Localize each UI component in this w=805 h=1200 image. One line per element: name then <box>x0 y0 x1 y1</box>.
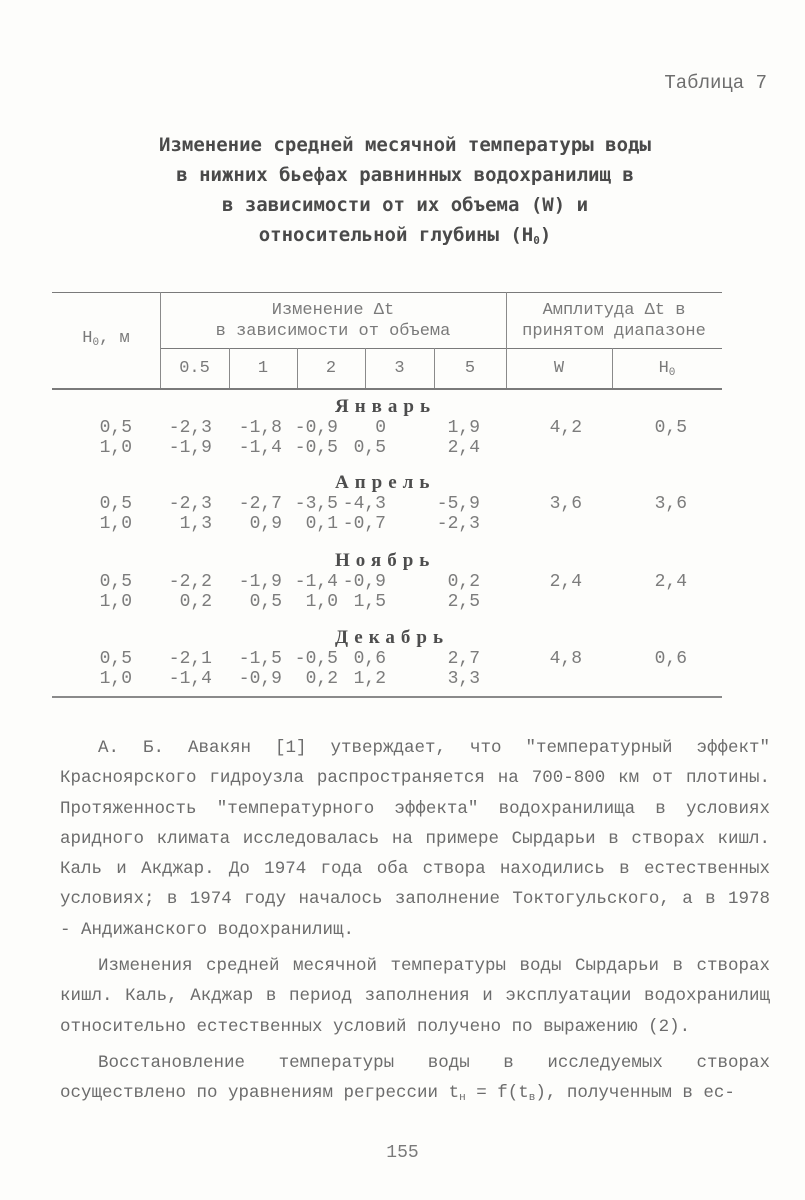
title-line <box>100 220 710 256</box>
cell-value: 0,2 <box>179 592 212 612</box>
cell-value: -0,5 <box>294 438 338 458</box>
header-bottom-rule <box>52 388 722 390</box>
cell-value: -1,9 <box>168 438 212 458</box>
table-row <box>0 418 805 438</box>
cell-value: -0,7 <box>342 514 386 534</box>
cell-value: -2,3 <box>436 514 480 534</box>
header-vol-col: 2 <box>325 359 337 378</box>
cell-value: 1,0 <box>305 592 338 612</box>
subscript: в <box>528 1092 536 1105</box>
header-vol-col: 1 <box>257 359 269 378</box>
header-vol-col: 3 <box>394 359 405 378</box>
paragraph-text: Восстановление температуры воды в исследуемых створах осуществлено по уравнениям регрессии t <box>60 1052 770 1104</box>
table-row <box>0 669 805 689</box>
header-change <box>160 300 506 342</box>
h0-label: H <box>82 329 93 348</box>
table-row <box>0 592 805 612</box>
cell-h0: 1,0 <box>99 514 132 534</box>
cell-amp-h0: 3,6 <box>654 494 687 514</box>
cell-amp-h0: 0,5 <box>654 418 687 438</box>
title-subscript: 0 <box>533 234 540 247</box>
cell-value: -1,4 <box>238 438 282 458</box>
header-top-rule <box>52 292 722 293</box>
change-line2: в зависимости от объема <box>215 322 451 341</box>
month-heading: Январь <box>335 396 437 417</box>
cell-value: -1,4 <box>294 572 338 592</box>
cell-value: 0,5 <box>249 592 282 612</box>
cell-value: 0,5 <box>353 438 386 458</box>
cell-amp-h0: 0,6 <box>654 649 687 669</box>
cell-value: -2,1 <box>168 649 212 669</box>
header-mid-rule <box>160 348 722 349</box>
amp-line1: Амплитуда Δt в <box>542 301 686 320</box>
cell-h0: 0,5 <box>99 572 132 592</box>
cell-amp-w: 2,4 <box>549 572 582 592</box>
cell-value: 0,2 <box>305 669 338 689</box>
paragraph-text: ), полученным в ес- <box>535 1083 735 1104</box>
header-amp-h0 <box>612 358 722 384</box>
month-heading: Ноябрь <box>335 550 436 571</box>
cell-value: 0,6 <box>353 649 386 669</box>
title-line: в зависимости от их объема (W) и <box>221 194 589 216</box>
cell-value: 1,3 <box>179 514 212 534</box>
cell-h0: 0,5 <box>99 649 132 669</box>
cell-value: -1,9 <box>238 572 282 592</box>
title-line: Изменение средней месячной температуры воды <box>159 134 651 156</box>
cell-amp-w: 3,6 <box>549 494 582 514</box>
table-row <box>0 438 805 458</box>
month-heading: Апрель <box>335 472 436 493</box>
table-title <box>100 130 710 256</box>
cell-value: 1,9 <box>447 418 480 438</box>
table-header <box>52 290 722 390</box>
paragraph: А. Б. Авакян [1] утверждает, что "температурный эффект" Красноярского гидроузла распространяется на 700-800 км от плотины. Протяженность "температурного эффекта" водохранилища в условиях аридного климата исследовалась на примере Сырдарьи в створах кишл. Каль и Акджар. До 1974 года оба створа находились в естественных условиях; в 1974 году началось заполнение Токтогульского, а в 1978 - Андижанского водохранилищ. <box>60 738 770 940</box>
header-h0 <box>52 328 160 354</box>
month-heading: Декабрь <box>335 627 450 648</box>
cell-value: -3,5 <box>294 494 338 514</box>
title-line: в нижних бьефах равнинных водохранилищ в <box>176 164 634 186</box>
amp-h0-subscript: 0 <box>668 367 676 379</box>
paragraph <box>60 1048 770 1114</box>
table-row <box>0 572 805 592</box>
cell-value: 2,4 <box>447 438 480 458</box>
cell-value: -1,5 <box>238 649 282 669</box>
cell-value: -2,3 <box>168 494 212 514</box>
page-number: 155 <box>386 1143 419 1163</box>
cell-value: -2,3 <box>168 418 212 438</box>
cell-value: -0,9 <box>238 669 282 689</box>
paragraph: Изменения средней месячной температуры воды Сырдарьи в створах кишл. Каль, Акджар в период заполнения и эксплуатации водохранилищ относительно естественных условий получено по выражению (2). <box>60 956 770 1037</box>
subscript: н <box>459 1092 466 1105</box>
amp-line2: принятом диапазоне <box>522 322 706 341</box>
table-row <box>0 649 805 669</box>
cell-value: -2,2 <box>168 572 212 592</box>
table-row <box>0 514 805 534</box>
cell-amp-w: 4,2 <box>549 418 582 438</box>
cell-value: 1,5 <box>353 592 386 612</box>
header-vol-col: 0.5 <box>179 359 210 378</box>
amp-h0-label: H <box>658 359 669 378</box>
h0-subscript: 0 <box>92 337 100 349</box>
cell-value: 3,3 <box>447 669 480 689</box>
cell-value: -2,7 <box>238 494 282 514</box>
title-text-end: ) <box>539 224 552 246</box>
header-amp-w: W <box>553 359 565 378</box>
cell-h0: 0,5 <box>99 418 132 438</box>
paragraph-text: = f(t <box>465 1083 529 1104</box>
cell-value: -1,8 <box>238 418 282 438</box>
cell-h0: 1,0 <box>99 438 132 458</box>
cell-amp-h0: 2,4 <box>654 572 687 592</box>
table-number-label: Таблица 7 <box>664 72 767 94</box>
cell-value: -0,9 <box>342 572 386 592</box>
cell-value: 0 <box>375 418 386 438</box>
header-vol-col: 5 <box>464 359 476 378</box>
cell-value: -5,9 <box>436 494 480 514</box>
title-text: относительной глубины (H <box>258 224 534 246</box>
cell-h0: 1,0 <box>99 592 132 612</box>
table-row <box>0 494 805 514</box>
cell-value: -0,9 <box>294 418 338 438</box>
header-amplitude <box>506 300 722 342</box>
cell-value: 0,1 <box>305 514 338 534</box>
table-bottom-rule <box>52 696 722 698</box>
cell-amp-w: 4,8 <box>549 649 582 669</box>
change-line1: Изменение Δt <box>271 301 395 320</box>
cell-value: 2,5 <box>447 592 480 612</box>
cell-value: -0,5 <box>294 649 338 669</box>
cell-h0: 1,0 <box>99 669 132 689</box>
cell-h0: 0,5 <box>99 494 132 514</box>
cell-value: -4,3 <box>342 494 386 514</box>
cell-value: 0,2 <box>447 572 480 592</box>
cell-value: 1,2 <box>353 669 386 689</box>
h0-unit: , м <box>99 329 130 348</box>
cell-value: -1,4 <box>168 669 212 689</box>
cell-value: 2,7 <box>447 649 480 669</box>
body-text <box>60 733 770 1114</box>
cell-value: 0,9 <box>249 514 282 534</box>
